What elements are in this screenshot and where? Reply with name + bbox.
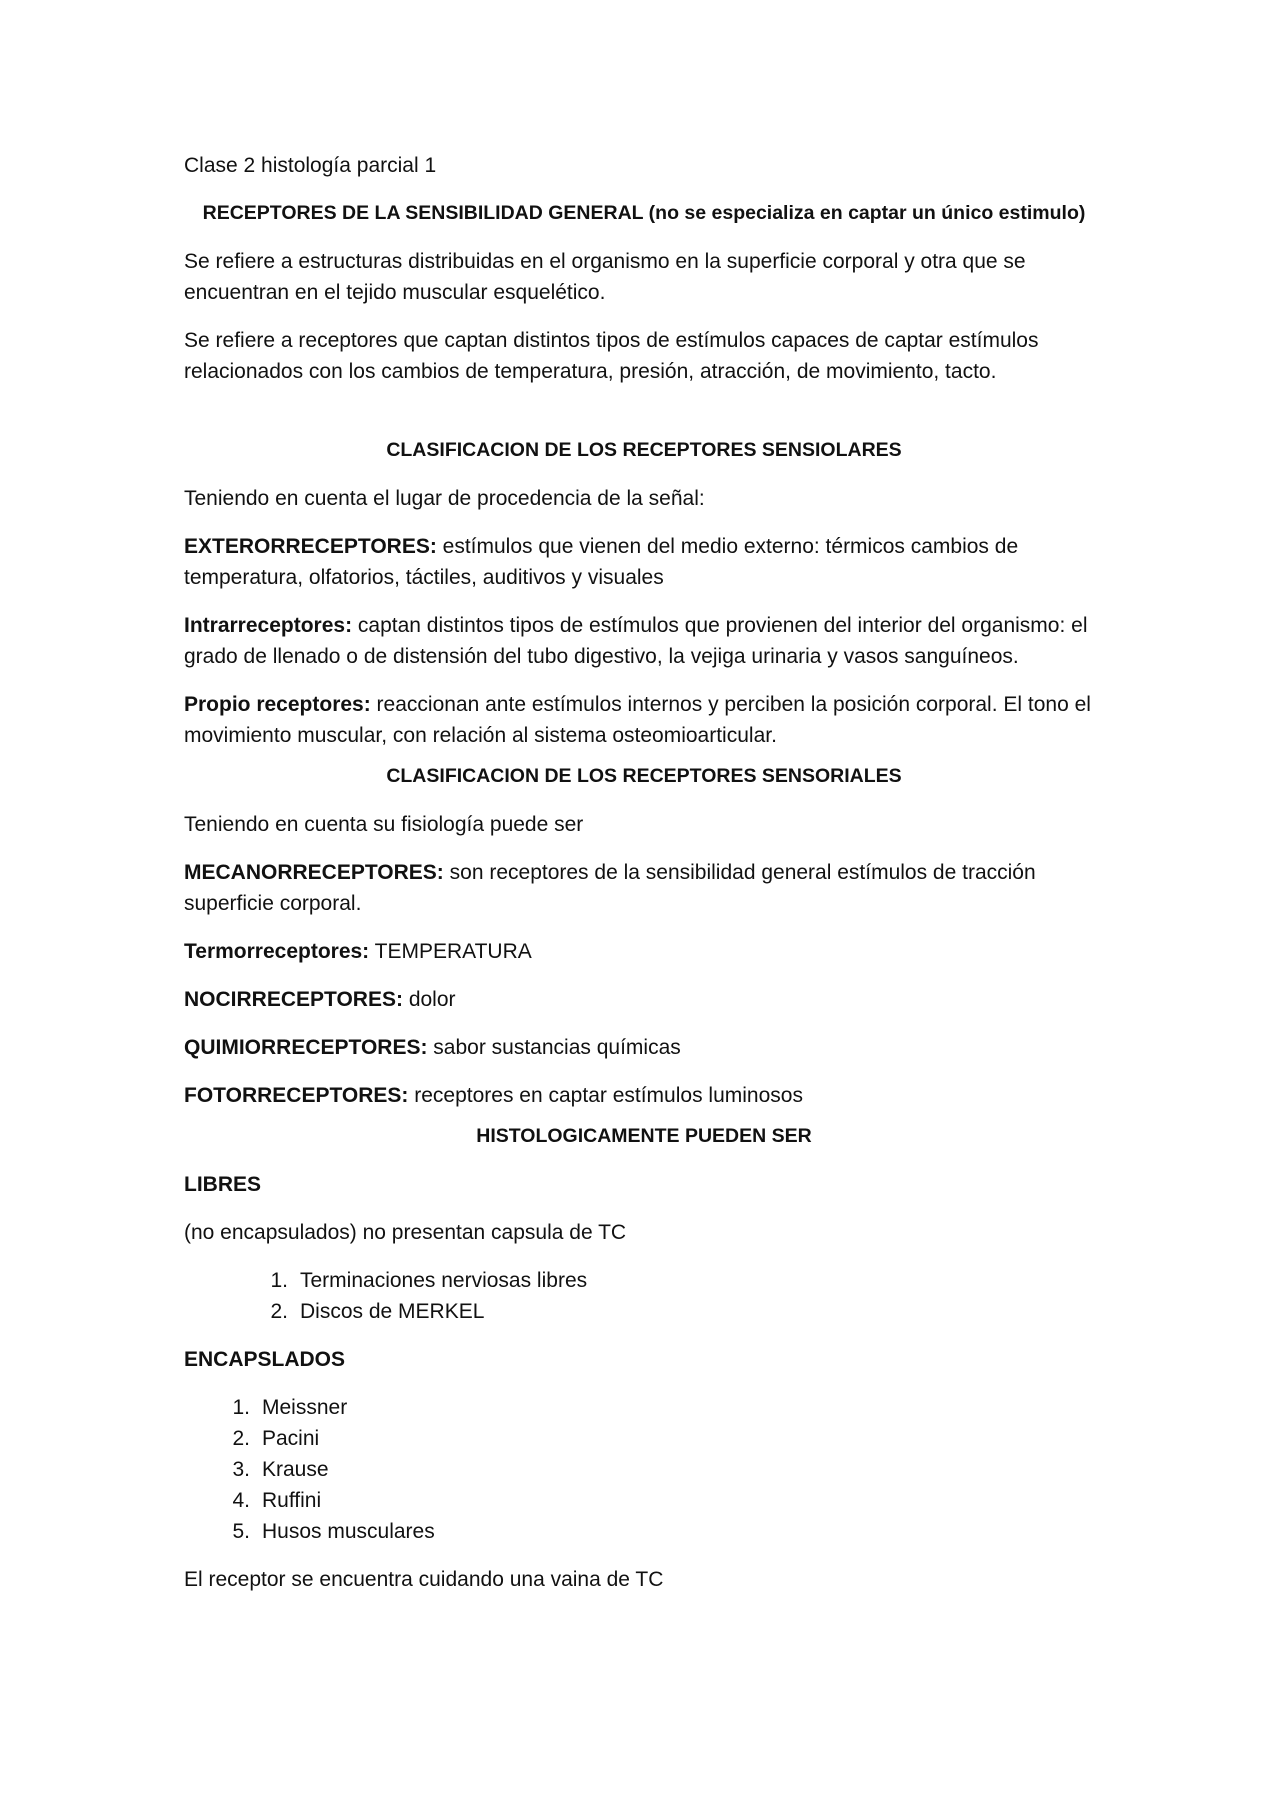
definition-term: FOTORRECEPTORES: (184, 1084, 409, 1107)
definition-text: son receptores de la sensibilidad general estímulos de tracción superficie corporal. (184, 861, 1036, 915)
paragraph: Teniendo en cuenta su fisiología puede ser (184, 813, 584, 836)
libres-list (184, 1265, 1104, 1327)
section-heading-sensibilidad-general: RECEPTORES DE LA SENSIBILIDAD GENERAL (no se especializa en captar un único estimulo) (202, 202, 1086, 224)
list-number: 4. (232, 1489, 250, 1512)
document-title: Clase 2 histología parcial 1 (184, 154, 437, 177)
list-number: 2. (232, 1427, 250, 1450)
list-item-text: Meissner (262, 1396, 348, 1419)
list-item (232, 1454, 1104, 1485)
definition-item (184, 984, 1104, 1015)
list-item (232, 1392, 1104, 1423)
list-item-text: Krause (262, 1458, 329, 1481)
paragraph: (no encapsulados) no presentan capsula de TC (184, 1221, 627, 1244)
list-item-text: Husos musculares (262, 1520, 435, 1543)
definition-item (184, 936, 1104, 967)
list-number: 1. (270, 1269, 288, 1292)
paragraph: Teniendo en cuenta el lugar de procedencia de la señal: (184, 487, 705, 510)
list-item-text: Terminaciones nerviosas libres (300, 1269, 588, 1292)
definition-text: receptores en captar estímulos luminosos (408, 1084, 803, 1107)
list-item-text: Ruffini (262, 1489, 322, 1512)
definition-text: sabor sustancias químicas (427, 1036, 681, 1059)
list-item-text: Pacini (262, 1427, 320, 1450)
subheading-libres: LIBRES (184, 1173, 262, 1196)
list-item-text: Discos de MERKEL (300, 1300, 485, 1323)
section-heading-histologicamente: HISTOLOGICAMENTE PUEDEN SER (476, 1125, 812, 1147)
list-number: 5. (232, 1520, 250, 1543)
document-page (184, 150, 1104, 1612)
definition-text: estímulos que vienen del medio externo: térmicos cambios de temperatura, olfatorios, táctiles, auditivos y visuales (184, 535, 1019, 589)
definition-item (184, 1080, 1104, 1111)
section-heading-clasificacion-sensoriales: CLASIFICACION DE LOS RECEPTORES SENSORIALES (386, 765, 902, 787)
definition-item (184, 857, 1104, 919)
definition-item (184, 689, 1104, 751)
definition-term: NOCIRRECEPTORES: (184, 988, 403, 1011)
definition-term: Intrarreceptores: (184, 614, 353, 637)
definition-term: Termorreceptores: (184, 940, 370, 963)
definition-text: captan distintos tipos de estímulos que provienen del interior del organismo: el grado de llenado o de distensión del tubo digestivo, la vejiga urinaria y vasos sanguíneos. (184, 614, 1088, 668)
list-number: 1. (232, 1396, 250, 1419)
definition-text: dolor (402, 988, 456, 1011)
definition-item (184, 610, 1104, 672)
definition-text: TEMPERATURA (369, 940, 532, 963)
list-item (232, 1516, 1104, 1547)
list-number: 2. (270, 1300, 288, 1323)
definition-term: MECANORRECEPTORES: (184, 861, 444, 884)
encapsulados-list (184, 1392, 1104, 1547)
definition-item (184, 1032, 1104, 1063)
paragraph: Se refiere a estructuras distribuidas en el organismo en la superficie corporal y otra que se encuentran en el tejido muscular esquelético. (184, 250, 1026, 304)
list-number: 3. (232, 1458, 250, 1481)
paragraph: El receptor se encuentra cuidando una vaina de TC (184, 1568, 664, 1591)
definition-item (184, 531, 1104, 593)
subheading-encapsulados: ENCAPSLADOS (184, 1348, 346, 1371)
definition-term: EXTERORRECEPTORES: (184, 535, 437, 558)
list-item (270, 1265, 1104, 1296)
definition-term: Propio receptores: (184, 693, 371, 716)
list-item (232, 1423, 1104, 1454)
list-item (232, 1485, 1104, 1516)
definition-term: QUIMIORRECEPTORES: (184, 1036, 428, 1059)
section-heading-clasificacion-sensiolares: CLASIFICACION DE LOS RECEPTORES SENSIOLARES (386, 439, 902, 461)
list-item (270, 1296, 1104, 1327)
definition-text: reaccionan ante estímulos internos y perciben la posición corporal. El tono el movimiento muscular, con relación al sistema osteomioarticular. (184, 693, 1091, 747)
paragraph: Se refiere a receptores que captan distintos tipos de estímulos capaces de captar estímulos relacionados con los cambios de temperatura, presión, atracción, de movimiento, tacto. (184, 329, 1039, 383)
